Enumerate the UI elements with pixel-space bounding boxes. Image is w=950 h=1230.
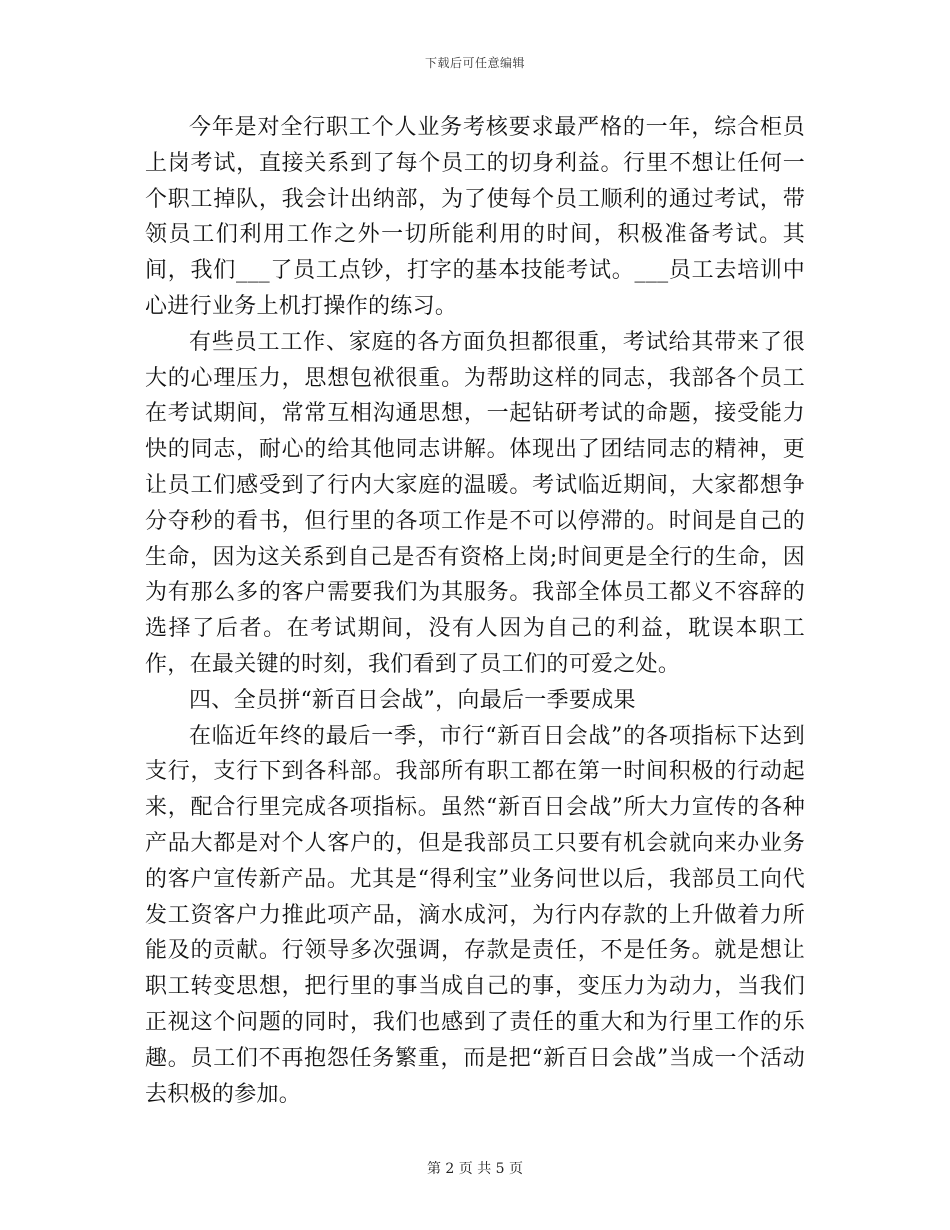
document-body — [145, 110, 805, 1112]
paragraph-campaign: 在临近年终的最后一季，市行“新百日会战”的各项指标下达到支行，支行下到各科部。我部所有职工都在第一时间积极的行动起来，配合行里完成各项指标。虽然“新百日会战”所大力宣传的各种产品大都是对个人客户的，但是我部员工只要有机会就向来办业务的客户宣传新产品。尤其是“得利宝”业务问世以后，我部员工向代发工资客户力推此项产品，滴水成河，为行内存款的上升做着力所能及的贡献。行领导多次强调，存款是责任，不是任务。就是想让职工转变思想，把行里的事当成自己的事，变压力为动力，当我们正视这个问题的同时，我们也感到了责任的重大和为行里工作的乐趣。员工们不再抱怨任务繁重，而是把“新百日会战”当成一个活动去积极的参加。 — [145, 723, 805, 1107]
page-header-note: 下载后可任意编辑 — [424, 56, 525, 70]
section-heading-campaign: 四、全员拼“新百日会战”，向最后一季要成果 — [189, 687, 636, 713]
paragraph-team-support: 有些员工工作、家庭的各方面负担都很重，考试给其带来了很大的心理压力，思想包袱很重。为帮助这样的同志，我部各个员工在考试期间，常常互相沟通思想，一起钻研考试的命题，接受能力快的同志，耐心的给其他同志讲解。体现出了团结同志的精神，更让员工们感受到了行内大家庭的温暖。考试临近期间，大家都想争分夺秒的看书，但行里的各项工作是不可以停滞的。时间是自己的生命，因为这关系到自己是否有资格上岗;时间更是全行的生命，因为有那么多的客户需要我们为其服务。我部全体员工都义不容辞的选择了后者。在考试期间，没有人因为自己的利益，耽误本职工作，在最关键的时刻，我们看到了员工们的可爱之处。 — [145, 329, 805, 677]
page-number-footer: 第 2 页 共 5 页 — [426, 1161, 524, 1177]
paragraph-exam-preparation: 今年是对全行职工个人业务考核要求最严格的一年，综合柜员上岗考试，直接关系到了每个员工的切身利益。行里不想让任何一个职工掉队，我会计出纳部，为了使每个员工顺利的通过考试，带领员工们利用工作之外一切所能利用的时间，积极准备考试。其间，我们___了员工点钞，打字的基本技能考试。___员工去培训中心进行业务上机打操作的练习。 — [145, 115, 805, 319]
